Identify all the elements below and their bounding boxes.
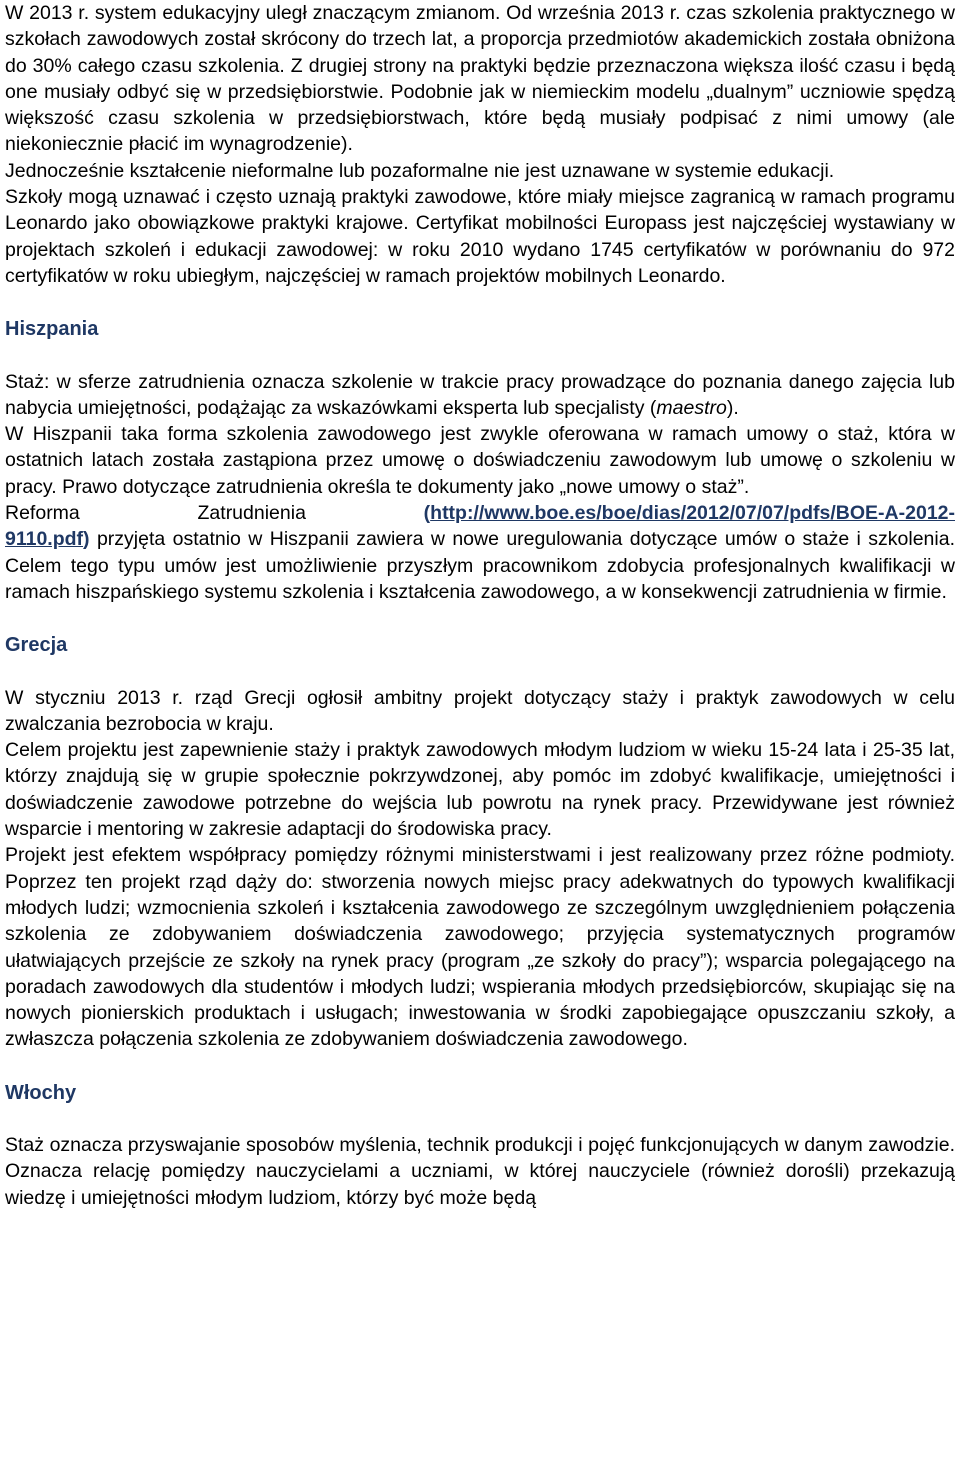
link-open-paren: ( xyxy=(423,502,431,525)
spain-paragraph-1-text: Staż: w sferze zatrudnienia oznacza szkolenie w trakcie pracy prowadzące do poznania danego zajęcia lub nabycia umiejętności, podążając za wskazówkami eksperta lub specjalisty ( xyxy=(5,370,955,419)
employment-word: Zatrudnienia xyxy=(197,502,306,525)
italy-paragraph-1: Staż oznacza przyswajanie sposobów myślenia, technik produkcji i pojęć funkcjonujących w danym zawodzie. Oznacza relację pomiędzy nauczycielami a uczniami, w której nauczyciele (również dorośli) przekazują wiedzę i umiejętności młodym ludziom, którzy być może będą xyxy=(5,1133,955,1209)
spain-paragraph-1-end: ). xyxy=(726,396,739,419)
reform-line xyxy=(5,500,955,526)
poland-paragraph-1: W 2013 r. system edukacyjny uległ znaczącym zmianom. Od września 2013 r. czas szkolenia praktycznego w szkołach zawodowych został skrócony do trzech lat, a proporcja przedmiotów akademickich została obniżona do 30% całego czasu szkolenia. Z drugiej strony na praktyki będzie przeznaczona większa ilość czasu i będą one musiały odbyć się w przedsiębiorstwie. Podobnie jak w niemieckim modelu „dualnym” uczniowie spędzą większość czasu szkolenia w przedsiębiorstwach, które będą musiały podpisać z nimi umowy (ale niekoniecznie płacić im wynagrodzenie). xyxy=(5,2,955,156)
section-heading-spain: Hiszpania xyxy=(5,318,99,341)
spain-paragraph-2: W Hiszpanii taka forma szkolenia zawodowego jest zwykle oferowana w ramach umowy o staż, która w ostatnich latach została zastąpiona przez umowę o doświadczeniu zawodowym lub umowę o szkoleniu w pracy. Prawo dotyczące zatrudnienia określa te dokumenty jako „nowe umowy o staż”. xyxy=(5,423,955,498)
spain-paragraph-1 xyxy=(5,369,955,422)
maestro-term: maestro xyxy=(656,396,727,419)
greece-paragraph-1: W styczniu 2013 r. rząd Grecji ogłosił ambitny projekt dotyczący staży i praktyk zawodowych w celu zwalczania bezrobocia w kraju. xyxy=(5,686,955,735)
link-close-paren: ) xyxy=(83,528,90,551)
greece-paragraph-3: Projekt jest efektem współpracy pomiędzy różnymi ministerstwami i jest realizowany przez różne podmioty. Poprzez ten projekt rząd dąży do: stworzenia nowych miejsc pracy adekwatnych do typowych kwalifikacji młodych ludzi; wzmocnienia szkoleń i kształcenia zawodowego ze szczególnym uwzględnieniem połączenia szkolenia ze zdobywaniem doświadczenia zawodowego; przyjęcia systematycznych programów ułatwiających przejście ze szkoły na rynek pracy (program „ze szkoły do pracy”); wsparcia polegającego na poradach zawodowych dla studentów i młodych ludzi; wspierania młodych przedsiębiorców, skupiając się na nowych pionierskich produktach i usługach; inwestowania w środki zapobiegające opuszczaniu szkoły, a zwłaszcza połączenia szkolenia ze zdobywaniem doświadczenia zawodowego. xyxy=(5,844,955,1051)
spain-paragraph-3-text: przyjęta ostatnio w Hiszpanii zawiera w nowe uregulowania dotyczące umów o staże i szkolenia. Celem tego typu umów jest umożliwienie przyszłym pracownikom zdobycia profesjonalnych kwalifikacji w ramach hiszpańskiego systemu szkolenia i kształcenia zawodowego, a w konsekwencji zatrudnienia w firmie. xyxy=(5,528,955,603)
poland-paragraph-3: Szkoły mogą uznawać i często uznają praktyki zawodowe, które miały miejsce zagranicą w ramach programu Leonardo jako obowiązkowe praktyki krajowe. Certyfikat mobilności Europass jest najczęściej wystawiany w projektach szkoleń i edukacji zawodowej: w roku 2010 wydano 1745 certyfikatów w porównaniu do 972 certyfikatów w roku ubiegłym, najczęściej w ramach projektów mobilnych Leonardo. xyxy=(5,186,955,287)
section-heading-italy: Włochy xyxy=(5,1081,77,1104)
section-heading-greece: Grecja xyxy=(5,634,68,657)
boe-link-continued[interactable]: 9110.pdf xyxy=(5,528,84,551)
reform-word: Reforma xyxy=(5,502,80,525)
document-page xyxy=(5,0,955,1211)
poland-paragraph-2: Jednocześnie kształcenie nieformalne lub pozaformalne nie jest uznawane w systemie edukacji. xyxy=(5,159,835,182)
boe-link[interactable]: http://www.boe.es/boe/dias/2012/07/07/pdfs/BOE-A-2012- xyxy=(430,502,955,525)
reform-link-line xyxy=(424,500,955,526)
spain-paragraph-3 xyxy=(5,500,955,605)
greece-paragraph-2: Celem projektu jest zapewnienie staży i praktyk zawodowych młodym ludziom w wieku 15-24 lata i 25-35 lat, którzy znajdują się w grupie społecznie pokrzywdzonej, aby pomóc im zdobyć kwalifikacje, umiejętności i doświadczenie zawodowe potrzebne do wejścia lub powrotu na rynek pracy. Przewidywane jest również wsparcie i mentoring w zakresie adaptacji do środowiska pracy. xyxy=(5,739,955,841)
